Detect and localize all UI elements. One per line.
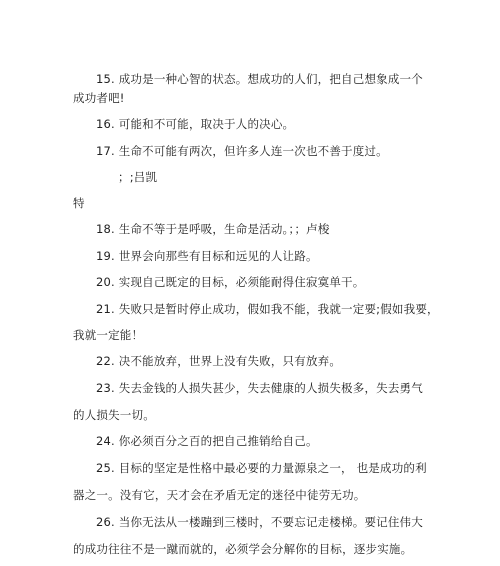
text-line-25-cont: 器之一。没有它，天才会在矛盾无定的迷径中徒劳无功。	[73, 488, 366, 502]
text-line-26-cont: 的成功往往不是一蹴而就的，必须学会分解你的目标，逐步实施。	[73, 542, 413, 556]
text-line-15-cont: 成功者吧!	[73, 91, 125, 105]
text-line-23: 23. 失去金钱的人损失甚少，失去健康的人损失极多，失去勇气	[96, 381, 423, 395]
text-line-19: 19. 世界会向那些有目标和远见的人让路。	[96, 249, 318, 263]
text-line-21-cont: 我就一定能！	[73, 328, 144, 342]
text-line-17-author-cont: 特	[73, 196, 85, 210]
text-line-22: 22. 决不能放弃，世界上没有失败，只有放弃。	[96, 354, 342, 368]
text-line-15: 15. 成功是一种心智的状态。想成功的人们，把自己想象成一个	[96, 72, 423, 86]
text-line-25: 25. 目标的坚定是性格中最必要的力量源泉之一， 也是成功的利	[96, 461, 427, 475]
text-line-23-cont: 的人损失一切。	[73, 408, 155, 422]
text-line-21: 21. 失败只是暂时停止成功，假如我不能，我就一定要;假如我要，	[96, 302, 439, 316]
text-line-17-author: ；;吕凯	[118, 170, 158, 184]
text-line-24: 24. 你必须百分之百的把自己推销给自己。	[96, 434, 318, 448]
text-line-18: 18. 生命不等于是呼吸，生命是活动。；；卢梭	[96, 222, 330, 236]
text-line-20: 20. 实现自己既定的目标，必须能耐得住寂寞单干。	[96, 275, 365, 289]
text-line-26: 26. 当你无法从一楼蹦到三楼时，不要忘记走楼梯。要记住伟大	[96, 515, 423, 529]
text-line-17: 17. 生命不可能有两次，但许多人连一次也不善于度过。	[96, 144, 388, 158]
text-line-16: 16. 可能和不可能，取决于人的决心。	[96, 117, 295, 131]
